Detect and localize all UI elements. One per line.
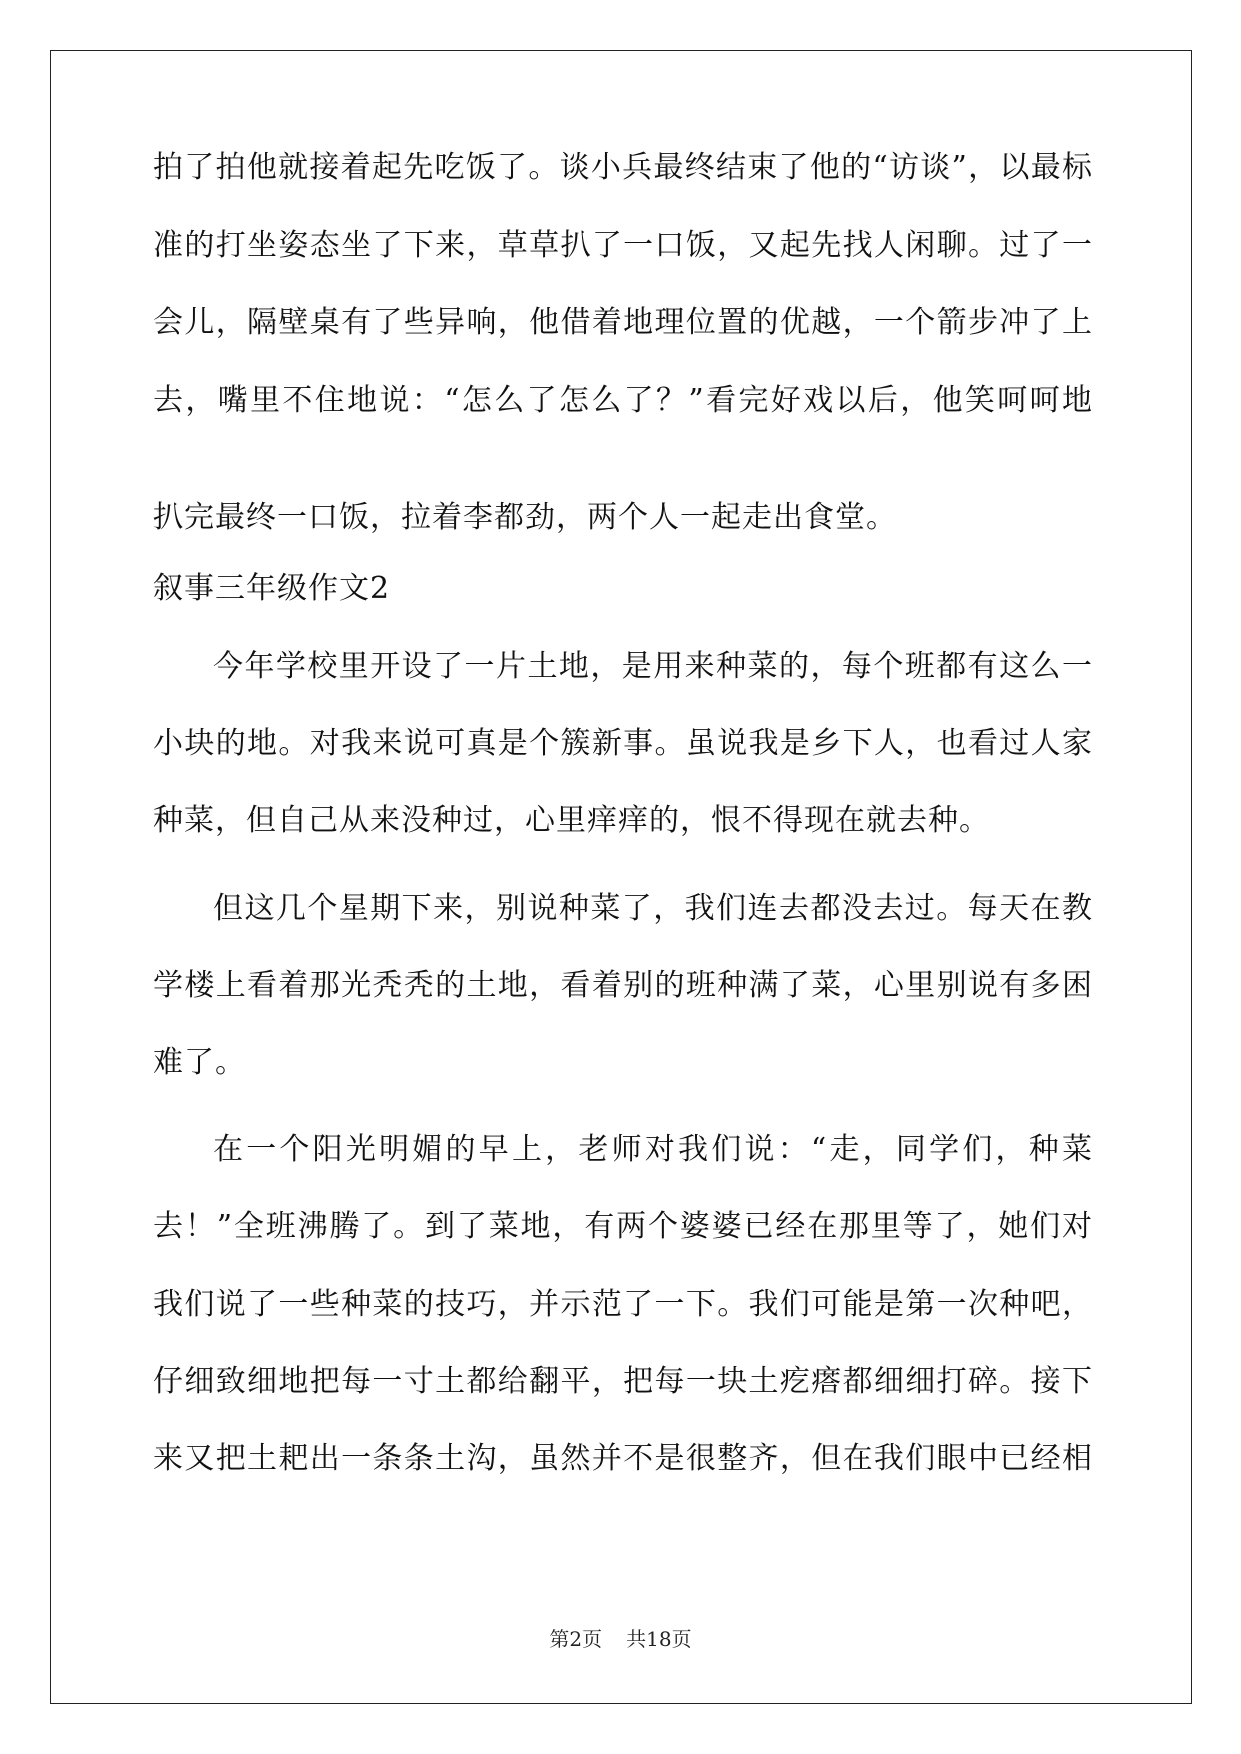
text-line: 仔细致细地把每一寸土都给翻平，把每一块土疙瘩都细细打碎。接下 (153, 1364, 1093, 1399)
text-line: 准的打坐姿态坐了下来，草草扒了一口饭，又起先找人闲聊。过了一 (153, 228, 1093, 263)
text-line: 我们说了一些种菜的技巧，并示范了一下。我们可能是第一次种吧， (153, 1287, 1093, 1322)
text-line: 种菜，但自己从来没种过，心里痒痒的，恨不得现在就去种。 (153, 803, 990, 838)
text-line: 在一个阳光明媚的早上，老师对我们说：“走，同学们，种菜 (213, 1132, 1093, 1167)
page-total: 共18页 (626, 1627, 692, 1651)
text-line: 但这几个星期下来，别说种菜了，我们连去都没去过。每天在教 (213, 891, 1093, 926)
text-line: 学楼上看着那光秃秃的土地，看着别的班种满了菜，心里别说有多困 (153, 968, 1093, 1003)
text-line: 拍了拍他就接着起先吃饭了。谈小兵最终结束了他的“访谈”，以最标 (153, 150, 1093, 185)
text-line: 来又把土耙出一条条土沟，虽然并不是很整齐，但在我们眼中已经相 (153, 1441, 1093, 1476)
text-line: 今年学校里开设了一片土地，是用来种菜的，每个班都有这么一 (213, 649, 1093, 684)
text-line: 会儿，隔壁桌有了些异响，他借着地理位置的优越，一个箭步冲了上 (153, 305, 1093, 340)
section-heading: 叙事三年级作文2 (153, 571, 391, 606)
page-footer (0, 1626, 1241, 1652)
text-line: 扒完最终一口饭，拉着李都劲，两个人一起走出食堂。 (153, 500, 897, 535)
text-line: 小块的地。对我来说可真是个簇新事。虽说我是乡下人，也看过人家 (153, 726, 1093, 761)
text-line: 去，嘴里不住地说：“怎么了怎么了？”看完好戏以后，他笑呵呵地 (153, 383, 1093, 418)
text-line: 难了。 (153, 1045, 246, 1080)
text-line: 去！”全班沸腾了。到了菜地，有两个婆婆已经在那里等了，她们对 (153, 1209, 1093, 1244)
page-number: 第2页 (549, 1627, 603, 1651)
